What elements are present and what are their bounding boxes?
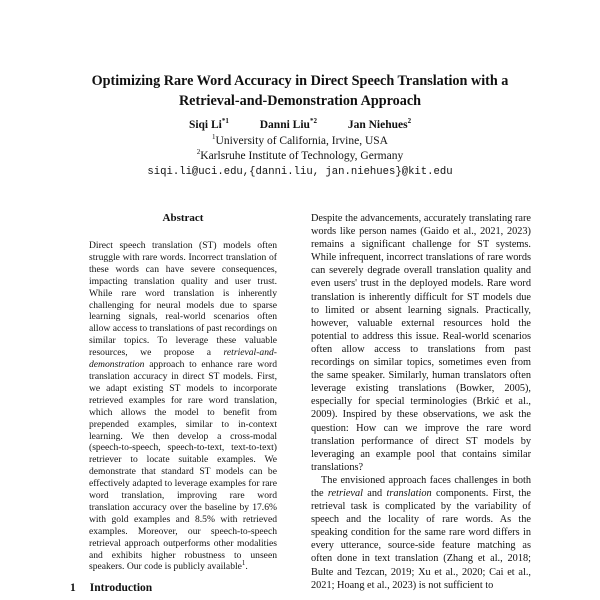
author-emails: siqi.li@uci.edu,{danni.liu, jan.niehues}@kit.edu bbox=[147, 165, 453, 178]
section-title: Introduction bbox=[89, 582, 153, 594]
section-heading-introduction bbox=[70, 582, 152, 594]
author-names bbox=[120, 118, 480, 134]
author-block bbox=[120, 118, 480, 180]
title-line-2: Retrieval-and-Demonstration Approach bbox=[178, 93, 422, 109]
affiliation-2: $^2$Karlsruhe Institute of Technology, Germany bbox=[196, 148, 404, 162]
abstract-text: Direct speech translation (ST) models often struggle with rare words. Incorrect translation of these words can have severe consequences, impacting translation quality and user trust. While rare word translation is inherently challenging for neural models due to sparse learning signals, real-world scenarios often allow access to translations of past recordings on similar topics. To leverage these valuable resources, we propose a retrieval-and-demonstration approach to enhance rare word translation accuracy in direct ST models. First, we adapt existing ST models to incorporate retrieved examples for rare word translation, which allows the model to benefit from prepended examples, similar to in-context learning. We then develop a cross-modal (speech-to-speech, speech-to-text, text-to-text) retriever to locate suitable examples. We demonstrate that standard ST models can be effectively adapted to leverage examples for rare word translation, improving rare word translation accuracy over the baseline by 17.6% with gold examples and 8.5% with retrieved examples. Moreover, our speech-to-speech retrieval approach outperforms other modalities and exhibits higher robustness to unseen speakers. Our code is publicly available$^1$. bbox=[89, 240, 277, 573]
right-column bbox=[311, 212, 531, 592]
intro-paragraph-1: Despite the advancements, accurately translating rare words like person names (Gaido et al., 2021, 2023) remains a significant challenge for ST systems. While infrequent, incorrect translations of rare words can severely degrade overall translation quality and even users' trust in the deployed models. Rare word translation is inherently difficult for ST models due to limited or absent learning signals. Practically, however, valuable external resources hold the potential to address this issue. Real-world scenarios often allow access to translations from past recordings on similar topics, sometimes even from the same speaker. Similarly, human translators often leverage existing translations (Bowker, 2005), especially for special terminologies (Brkić et al., 2009). Inspired by these observations, we ask the question: How can we improve the rare word translation performance of direct ST models by leveraging an example pool that contains similar translations? bbox=[311, 213, 531, 473]
author-3: Jan Niehues$^2$ bbox=[347, 117, 412, 131]
affiliation-1: $^1$University of California, Irvine, USA bbox=[212, 132, 388, 147]
footnote-mark: 1 bbox=[241, 559, 246, 568]
intro-paragraph-2: The envisioned approach faces challenges in both the retrieval and translation components. First, the retrieval task is complicated by the variability of speech and the locality of rare words. As the speaking condition for the same rare word differs in every utterance, source-side feature matching as often done in text translation (Zhang et al., 2018; Bulte and Tezcan, 2019; Xu et al., 2020; Cai et al., 2021; Hoang et al., 2023) is not sufficient to bbox=[311, 474, 532, 591]
title-line-1: Optimizing Rare Word Accuracy in Direct Speech Translation with a bbox=[91, 73, 509, 89]
author-1: Siqi Li$^{*1}$ bbox=[188, 117, 229, 131]
author-2: Danni Liu$^{*2}$ bbox=[259, 117, 317, 131]
abstract-body bbox=[89, 240, 277, 573]
abstract-heading: Abstract bbox=[162, 212, 204, 224]
section-number: 1 bbox=[70, 582, 76, 594]
paper-title bbox=[60, 71, 540, 111]
